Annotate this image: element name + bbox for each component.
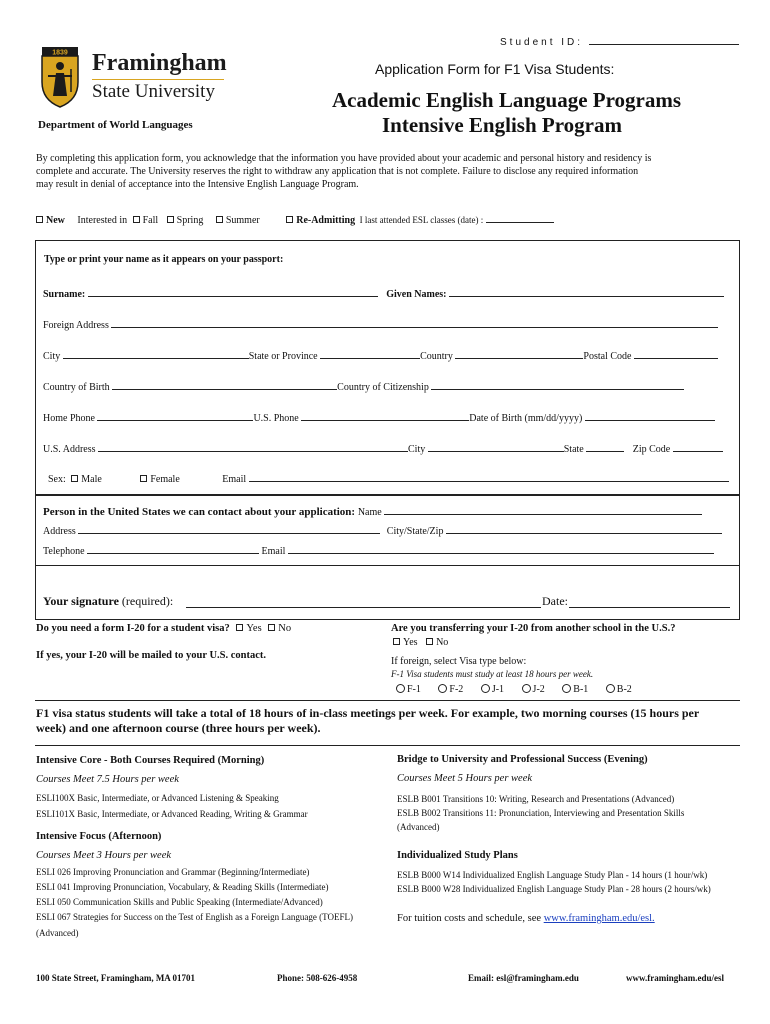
transfer-question: Are you transferring your I-20 from another school in the U.S.? (391, 623, 676, 634)
hours-notice (36, 706, 699, 736)
us-phone-label: U.S. Phone (253, 413, 299, 424)
email-label: Email (222, 474, 247, 485)
transfer-yes-checkbox[interactable] (393, 638, 400, 645)
sex-label: Sex: (48, 474, 66, 485)
tuition-row (397, 913, 655, 924)
readmitting-checkbox[interactable] (286, 216, 293, 223)
course-item: ESLI 041 Improving Pronunciation, Vocabulary, & Reading Skills (Intermediate) (36, 882, 329, 892)
us-city-label: City (408, 444, 426, 455)
focus-heading: Intensive Focus (Afternoon) (36, 831, 162, 842)
home-phone-input[interactable] (97, 410, 253, 421)
visa-option-label: F-1 (407, 684, 421, 695)
new-label: New (46, 215, 65, 226)
contact-name-input[interactable] (384, 504, 702, 515)
sex-email-row (48, 471, 729, 485)
visa-b1-radio[interactable] (562, 684, 571, 693)
core-heading: Intensive Core - Both Courses Required (Morning) (36, 755, 265, 766)
name-row (43, 286, 724, 300)
country-of-birth-input[interactable] (112, 379, 337, 390)
hours-notice-line: week) and one afternoon course (three hours per week). (36, 721, 321, 735)
email-input[interactable] (249, 471, 729, 482)
spring-checkbox[interactable] (167, 216, 174, 223)
date-label: Date: (542, 594, 568, 608)
contact-telephone-label: Telephone (43, 546, 85, 557)
dob-input[interactable] (585, 410, 715, 421)
status-row (36, 212, 554, 226)
state-province-input[interactable] (320, 348, 420, 359)
personal-info-box (35, 240, 740, 495)
contact-address-input[interactable] (78, 523, 380, 534)
birth-row (43, 379, 684, 393)
fall-checkbox[interactable] (133, 216, 140, 223)
course-item: (Advanced) (397, 822, 440, 832)
visa-f2-radio[interactable] (438, 684, 447, 693)
phone-row (43, 410, 715, 424)
i20-question-row (36, 623, 291, 634)
i20-yes-checkbox[interactable] (236, 624, 243, 631)
citizenship-input[interactable] (431, 379, 684, 390)
i20-divider (35, 700, 740, 701)
core-meet: Courses Meet 7.5 Hours per week (36, 774, 179, 785)
city-row (43, 348, 718, 362)
foreign-address-input[interactable] (111, 317, 718, 328)
intro-line: may result in denial of acceptance into the Intensive English Language Program. (36, 179, 359, 190)
footer-website[interactable]: www.framingham.edu/esl (626, 973, 725, 983)
city-state-zip-input[interactable] (446, 523, 722, 534)
contact-divider (35, 565, 740, 566)
given-names-input[interactable] (449, 286, 724, 297)
visa-option-label: B-1 (573, 684, 589, 695)
seal-icon (36, 46, 84, 108)
contact-phone-row (43, 543, 714, 557)
fall-label: Fall (142, 215, 159, 226)
intro-paragraph (36, 152, 651, 191)
contact-name-row (43, 504, 702, 518)
courses-divider (35, 745, 740, 746)
footer-phone: Phone: 508-626-4958 (277, 973, 358, 983)
visa-type-options (396, 684, 632, 695)
readmitting-label: Re-Admitting (296, 215, 356, 226)
state-province-label: State or Province (248, 351, 318, 362)
seal-year: 1839 (52, 49, 68, 57)
f1-note: F-1 Visa students must study at least 18 hours per week. (391, 669, 594, 679)
i20-question: Do you need a form I-20 for a student visa? (36, 623, 230, 634)
home-phone-label: Home Phone (43, 413, 95, 424)
visa-option-label: F-2 (449, 684, 464, 695)
visa-b2-radio[interactable] (606, 684, 615, 693)
hours-notice-line: F1 visa status students will take a total of 18 hours of in-class meetings per week. For example, two morning courses (15 hours per (36, 706, 700, 720)
contact-name-label: Name (357, 507, 382, 518)
focus-meet: Courses Meet 3 Hours per week (36, 850, 172, 861)
country-label: Country (420, 351, 453, 362)
i20-yes-label: Yes (246, 623, 262, 634)
university-logo (36, 46, 236, 108)
intro-line: complete and accurate. The University reserves the right to withdraw any application that is not complete. Failure to disclose any required information (36, 166, 639, 177)
i20-no-label: No (278, 623, 292, 634)
surname-input[interactable] (88, 286, 378, 297)
contact-telephone-input[interactable] (87, 543, 259, 554)
spring-label: Spring (176, 215, 204, 226)
country-input[interactable] (455, 348, 583, 359)
signature-label: Your signature (43, 594, 119, 608)
visa-f1-radio[interactable] (396, 684, 405, 693)
i20-no-checkbox[interactable] (268, 624, 275, 631)
contact-email-input[interactable] (288, 543, 714, 554)
last-attended-field[interactable] (486, 212, 554, 223)
visa-option-label: J-1 (491, 684, 505, 695)
signature-line[interactable] (186, 607, 730, 608)
signature-row (43, 594, 173, 609)
course-item: ESLI 067 Strategies for Success on the Test of English as a Foreign Language (TOEFL) (36, 912, 353, 922)
logo-divider (92, 79, 224, 80)
transfer-yes-label: Yes (403, 637, 418, 648)
bridge-heading: Bridge to University and Professional Success (Evening) (397, 754, 648, 765)
page-title-line1: Academic English Language Programs (332, 88, 682, 112)
course-item: ESLI100X Basic, Intermediate, or Advanced Listening & Speaking (36, 793, 279, 803)
surname-label: Surname: (43, 289, 86, 300)
us-address-input[interactable] (98, 441, 408, 452)
course-item: (Advanced) (36, 928, 79, 938)
zip-label: Zip Code (632, 444, 671, 455)
transfer-no-checkbox[interactable] (426, 638, 433, 645)
us-city-input[interactable] (428, 441, 564, 452)
footer-address: 100 State Street, Framingham, MA 01701 (36, 973, 196, 983)
us-address-row (43, 441, 723, 455)
student-id-row (500, 34, 739, 48)
foreign-address-label: Foreign Address (43, 320, 109, 331)
female-checkbox[interactable] (140, 475, 147, 482)
female-label: Female (150, 474, 180, 485)
summer-label: Summer (225, 215, 260, 226)
visa-j2-radio[interactable] (522, 684, 531, 693)
visa-j1-radio[interactable] (481, 684, 490, 693)
course-item: ESLI101X Basic, Intermediate, or Advanced Reading, Writing & Grammar (36, 809, 308, 819)
course-item: ESLI 050 Communication Skills and Public Speaking (Intermediate/Advanced) (36, 897, 323, 907)
foreign-visa-label: If foreign, select Visa type below: (391, 656, 527, 667)
city-label: City (43, 351, 61, 362)
us-phone-input[interactable] (301, 410, 469, 421)
male-checkbox[interactable] (71, 475, 78, 482)
postal-code-label: Postal Code (583, 351, 632, 362)
given-names-label: Given Names: (386, 289, 447, 300)
us-address-label: U.S. Address (43, 444, 96, 455)
zip-input[interactable] (673, 441, 723, 452)
footer-email[interactable]: Email: esl@framingham.edu (468, 973, 579, 983)
student-id-field[interactable] (589, 34, 739, 45)
interested-in-label: Interested in (77, 215, 128, 226)
city-input[interactable] (63, 348, 249, 359)
last-attended-label: I last attended ESL classes (date) : (359, 215, 484, 225)
department-name: Department of World Languages (38, 119, 193, 131)
passport-instruction: Type or print your name as it appears on your passport: (44, 254, 284, 265)
transfer-no-label: No (436, 637, 449, 648)
course-item: ESLB B000 W14 Individualized English Language Study Plan - 14 hours (1 hour/wk) (397, 870, 708, 880)
form-subtitle: Application Form for F1 Visa Students: (375, 61, 615, 77)
contact-heading: Person in the United States we can contact about your application: (43, 506, 356, 518)
dob-label: Date of Birth (mm/dd/yyyy) (469, 413, 583, 424)
contact-address-label: Address (43, 526, 76, 537)
foreign-address-row (43, 317, 718, 331)
male-label: Male (81, 474, 102, 485)
us-state-input[interactable] (586, 441, 624, 452)
isp-heading: Individualized Study Plans (397, 850, 518, 861)
contact-email-label: Email (261, 546, 286, 557)
logo-name-line2: State University (92, 81, 215, 102)
bridge-meet: Courses Meet 5 Hours per week (397, 773, 533, 784)
intro-line: By completing this application form, you acknowledge that the information you have provided about your academic and personal history and residency is (36, 153, 652, 164)
country-of-birth-label: Country of Birth (43, 382, 110, 393)
contact-address-row (43, 523, 722, 537)
page-title-line2: Intensive English Program (382, 113, 622, 137)
course-item: ESLB B002 Transitions 11: Pronunciation, Interviewing and Presentation Skills (397, 808, 685, 818)
city-state-zip-label: City/State/Zip (386, 526, 444, 537)
new-checkbox[interactable] (36, 216, 43, 223)
citizenship-label: Country of Citizenship (337, 382, 429, 393)
us-state-label: State (563, 444, 584, 455)
student-id-label: Student ID: (500, 37, 584, 48)
course-item: ESLI 026 Improving Pronunciation and Grammar (Beginning/Intermediate) (36, 867, 310, 877)
tuition-link[interactable]: www.framingham.edu/esl. (543, 913, 655, 924)
transfer-options (393, 637, 448, 648)
course-item: ESLB B001 Transitions 10: Writing, Research and Presentations (Advanced) (397, 794, 675, 804)
tuition-text: For tuition costs and schedule, see (397, 913, 544, 924)
logo-name-line1: Framingham (92, 50, 227, 76)
i20-mailed-note: If yes, your I-20 will be mailed to your U.S. contact. (36, 650, 267, 661)
course-item: ESLB B000 W28 Individualized English Language Study Plan - 28 hours (2 hours/wk) (397, 884, 711, 894)
signature-required: (required): (121, 594, 174, 608)
visa-option-label: J-2 (532, 684, 545, 695)
postal-code-input[interactable] (634, 348, 718, 359)
summer-checkbox[interactable] (216, 216, 223, 223)
visa-option-label: B-2 (616, 684, 632, 695)
